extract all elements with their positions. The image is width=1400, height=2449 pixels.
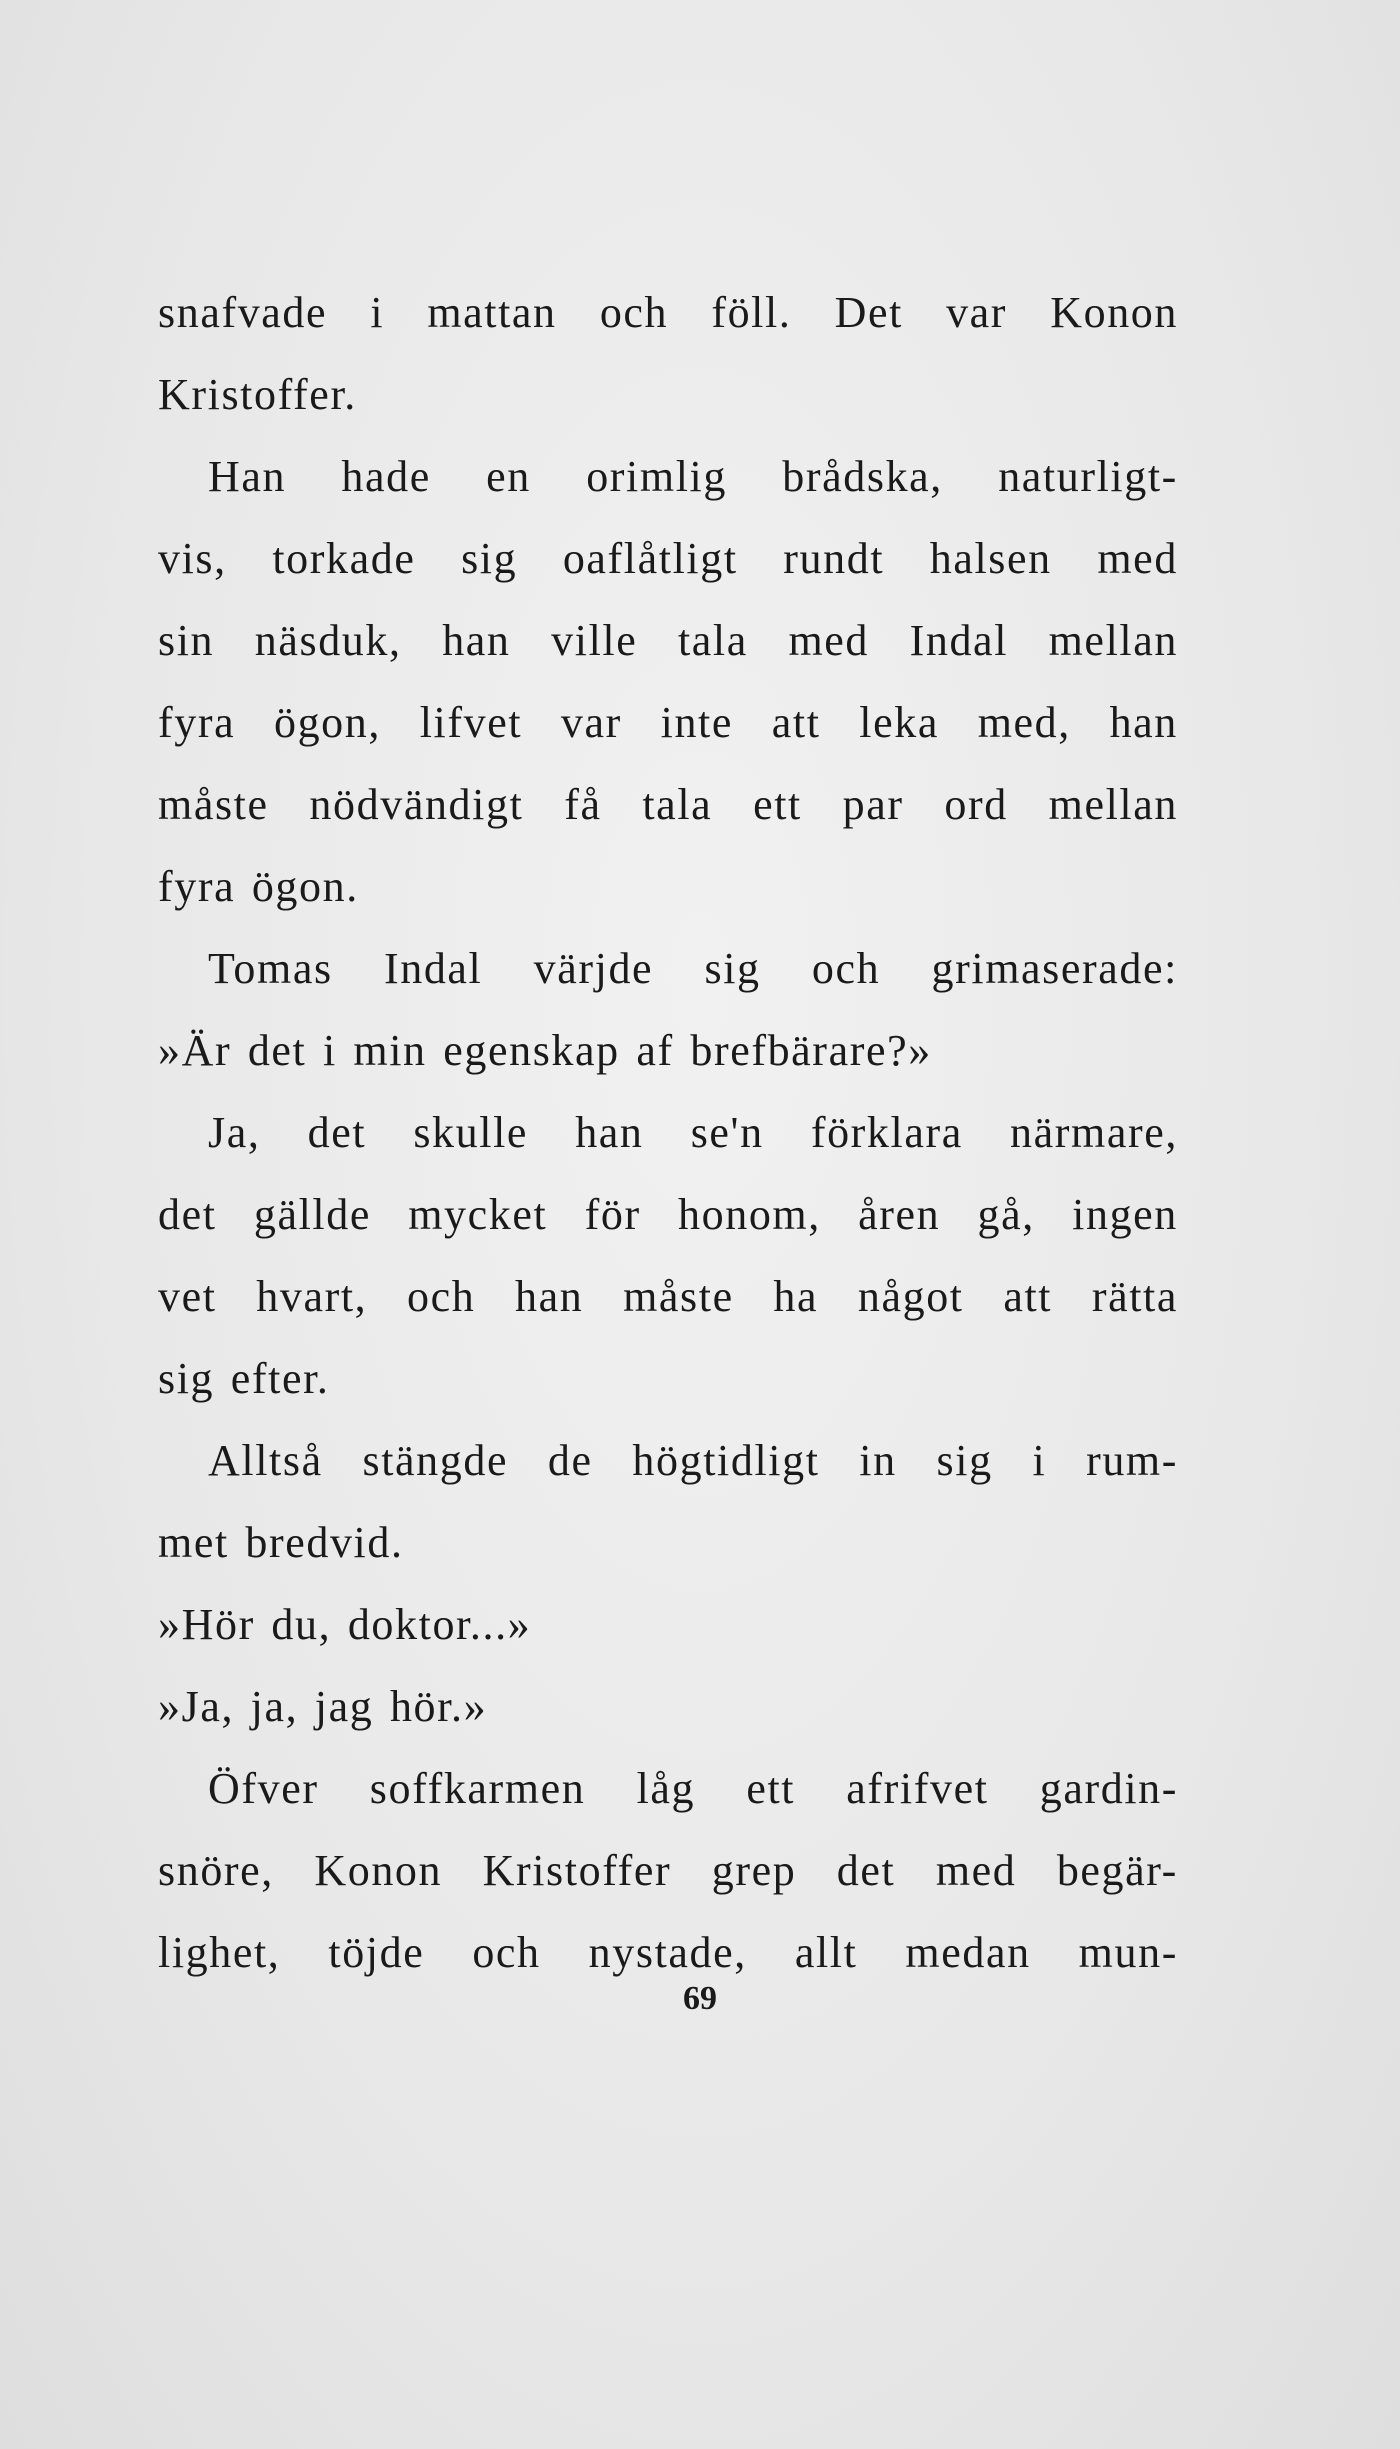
word: något (857, 1272, 964, 1321)
word: hvart, (256, 1272, 368, 1321)
line-text: »Ja, ja, jag hör.» (158, 1682, 488, 1731)
word: lighet, (158, 1928, 281, 1977)
word: gällde (253, 1190, 371, 1239)
word: mycket (408, 1190, 548, 1239)
word: stängde (362, 1436, 509, 1485)
text-line (158, 1092, 1178, 1174)
text-line (158, 1748, 1178, 1830)
word: begär- (1056, 1846, 1178, 1895)
text-line (158, 1338, 1178, 1420)
word: medan (905, 1928, 1031, 1977)
text-line (158, 1420, 1178, 1502)
word: tala (677, 616, 748, 665)
word: få (564, 780, 602, 829)
word: var (946, 288, 1008, 337)
word: för (584, 1190, 641, 1239)
line-text: met bredvid. (158, 1518, 404, 1567)
word: med (788, 616, 870, 665)
word: låg (636, 1764, 696, 1813)
word: Kristoffer (482, 1846, 672, 1895)
line-text (208, 436, 1178, 518)
word: orimlig (586, 452, 727, 501)
text-line (158, 1584, 1178, 1666)
word: sig (461, 534, 518, 583)
line-text (158, 1174, 1178, 1256)
page-number: 69 (683, 1980, 717, 2017)
word: ha (773, 1272, 819, 1321)
word: brådska, (782, 452, 943, 501)
text-line (158, 1256, 1178, 1338)
word: Öfver (208, 1764, 319, 1813)
word: lifvet (419, 698, 523, 747)
word: tala (642, 780, 713, 829)
word: nödvändigt (309, 780, 524, 829)
word: snafvade (158, 288, 328, 337)
word: Tomas (208, 944, 333, 993)
text-line (158, 1010, 1178, 1092)
word: grimaserade: (931, 944, 1178, 993)
word: mellan (1048, 616, 1178, 665)
word: förklara (810, 1108, 963, 1157)
word: oaflåtligt (562, 534, 738, 583)
text-line (158, 1174, 1178, 1256)
text-line (158, 682, 1178, 764)
word: mun- (1078, 1928, 1178, 1977)
word: att (1003, 1272, 1053, 1321)
line-text (158, 1830, 1178, 1912)
word: inte (660, 698, 734, 747)
line-text (158, 764, 1178, 846)
word: se'n (690, 1108, 764, 1157)
word: värjde (533, 944, 654, 993)
line-text (158, 682, 1178, 764)
word: måste (158, 780, 269, 829)
word: vet (158, 1272, 217, 1321)
line-text (208, 1092, 1178, 1174)
word: Indal (909, 616, 1009, 665)
word: in (859, 1436, 897, 1485)
word: mattan (427, 288, 557, 337)
word: sig (704, 944, 761, 993)
line-text (158, 1256, 1178, 1338)
word: Ja, (208, 1108, 261, 1157)
text-line (158, 354, 1178, 436)
line-text: fyra ögon. (158, 862, 359, 911)
line-text (208, 928, 1178, 1010)
word: de (547, 1436, 593, 1485)
word: honom, (678, 1190, 821, 1239)
line-text (208, 1420, 1178, 1502)
body-text (158, 272, 1178, 1994)
word: att (771, 698, 821, 747)
word: gardin- (1039, 1764, 1178, 1813)
text-line (158, 846, 1178, 928)
word: och (599, 288, 669, 337)
word: Konon (314, 1846, 443, 1895)
word: han (515, 1272, 584, 1321)
line-text: »Är det i min egenskap af brefbärare?» (158, 1026, 932, 1075)
word: med (935, 1846, 1017, 1895)
word: närmare, (1010, 1108, 1178, 1157)
word: det (836, 1846, 896, 1895)
line-text: Kristoffer. (158, 370, 357, 419)
word: han (575, 1108, 644, 1157)
word: Indal (383, 944, 483, 993)
word: ett (746, 1764, 796, 1813)
word: ville (551, 616, 638, 665)
word: rätta (1091, 1272, 1178, 1321)
word: vis, (158, 534, 227, 583)
word: och (811, 944, 881, 993)
word: han (1109, 698, 1178, 747)
word: töjde (328, 1928, 425, 1977)
word: en (486, 452, 531, 501)
text-line (158, 1830, 1178, 1912)
word: leka (859, 698, 939, 747)
word: rum- (1086, 1436, 1178, 1485)
word: torkade (272, 534, 416, 583)
word: näsduk, (254, 616, 402, 665)
word: fyra (158, 698, 236, 747)
line-text (158, 600, 1178, 682)
word: afrifvet (846, 1764, 989, 1813)
text-line (158, 272, 1178, 354)
word: gå, (977, 1190, 1035, 1239)
text-line (158, 1666, 1178, 1748)
word: högtidligt (632, 1436, 820, 1485)
word: Han (208, 452, 287, 501)
word: det (158, 1190, 217, 1239)
word: med, (977, 698, 1071, 747)
word: var (560, 698, 622, 747)
word: ett (753, 780, 802, 829)
word: halsen (929, 534, 1052, 583)
line-text (158, 518, 1178, 600)
line-text (158, 272, 1178, 354)
word: ögon, (273, 698, 381, 747)
word: par (842, 780, 904, 829)
word: föll. (711, 288, 792, 337)
word: hade (341, 452, 431, 501)
word: och (406, 1272, 476, 1321)
word: sig (936, 1436, 993, 1485)
line-text: sig efter. (158, 1354, 330, 1403)
word: med (1097, 534, 1178, 583)
word: i (370, 288, 385, 337)
line-text (208, 1748, 1178, 1830)
line-text: »Hör du, doktor...» (158, 1600, 532, 1649)
word: allt (794, 1928, 858, 1977)
word: snöre, (158, 1846, 274, 1895)
word: måste (623, 1272, 734, 1321)
word: Det (834, 288, 903, 337)
word: åren (858, 1190, 941, 1239)
word: Alltså (208, 1436, 323, 1485)
text-line (158, 928, 1178, 1010)
word: nystade, (588, 1928, 747, 1977)
word: och (472, 1928, 541, 1977)
word: naturligt- (998, 452, 1178, 501)
word: mellan (1048, 780, 1178, 829)
text-line (158, 518, 1178, 600)
word: i (1032, 1436, 1047, 1485)
word: ord (944, 780, 1008, 829)
word: han (442, 616, 511, 665)
text-line (158, 600, 1178, 682)
word: ingen (1072, 1190, 1178, 1239)
word: sin (158, 616, 215, 665)
word: det (307, 1108, 367, 1157)
text-line (158, 764, 1178, 846)
text-line (158, 436, 1178, 518)
word: skulle (413, 1108, 529, 1157)
word: soffkarmen (369, 1764, 586, 1813)
word: rundt (783, 534, 885, 583)
word: grep (711, 1846, 797, 1895)
text-line (158, 1502, 1178, 1584)
word: Konon (1050, 288, 1178, 337)
